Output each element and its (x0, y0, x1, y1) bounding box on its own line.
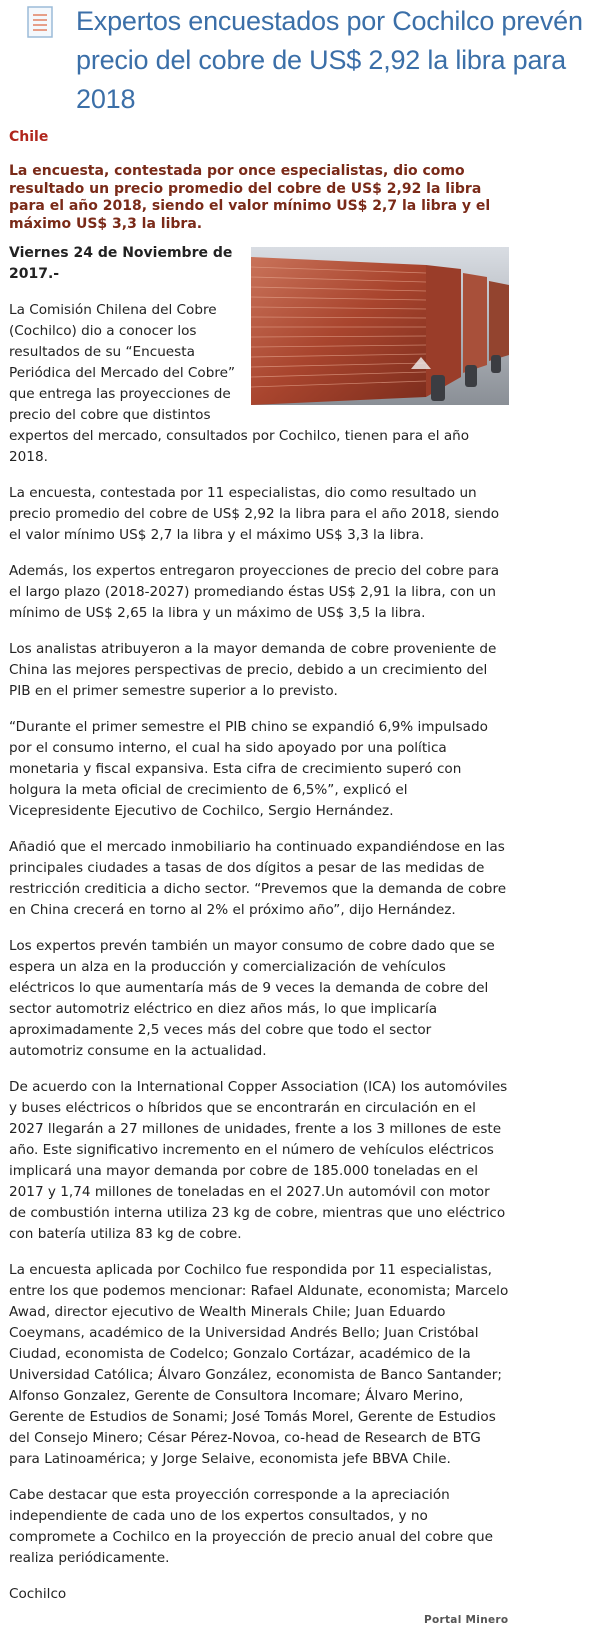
paragraph: Añadió que el mercado inmobiliario ha continuado expandiéndose en las principales ciudades a tasas de dos dígitos a pesar de las medidas de restricción crediticia a dicho sector. “Prevemos que la demanda de cobre en China crecerá en torno al 2% el próximo año”, dijo Hernández. (9, 839, 507, 918)
paragraph: Cabe destacar que esta proyección corresponde a la apreciación independiente de cada uno de los expertos consultados, y no compromete a Cochilco en la proyección de precio anual del cobre que realiza periódicamente. (9, 1487, 494, 1566)
paragraph: Además, los expertos entregaron proyecciones de precio del cobre para el largo plazo (2018-2027) promediando éstas US$ 2,91 la libra, con un mínimo de US$ 2,65 la libra y un máximo de US$ 3,5 la libra. (9, 563, 500, 621)
paragraph: Los analistas atribuyeron a la mayor demanda de cobre proveniente de China las mejores perspectivas de precio, debido a un crecimiento del PIB en el primer semestre superior a lo previsto. (9, 641, 497, 699)
article-lead: La encuesta, contestada por once especialistas, dio como resultado un precio promedio del cobre de US$ 2,92 la libra para el año 2018, siendo el valor mínimo US$ 2,7 la libra y el máximo US$ 3,3 la libra. (9, 163, 491, 232)
signature: Cochilco (9, 1586, 67, 1602)
paragraph: “Durante el primer semestre el PIB chino se expandió 6,9% impulsado por el consumo interno, el cual ha sido apoyado por una política monetaria y fiscal expansiva. Esta cifra de crecimiento superó con holgura la meta oficial de crecimiento de 6,5%”, explicó el Vicepresidente Ejecutivo de Cochilco, Sergio Hernández. (9, 719, 488, 819)
article-header (0, 0, 605, 120)
section-label: Chile (9, 129, 49, 145)
paragraph: La encuesta, contestada por 11 especialistas, dio como resultado un precio promedio del cobre de US$ 2,92 la libra para el año 2018, siendo el valor mínimo US$ 2,7 la libra y el máximo US$ 3,3 la libra. (9, 485, 500, 543)
article-date: Viernes 24 de Noviembre de 2017.- (9, 245, 233, 282)
paragraph: De acuerdo con la International Copper Association (ICA) los automóviles y buses eléctricos o híbridos que se encontrarán en circulación en el 2027 llegarán a 27 millones de unidades, frente a los 3 millones de este año. Este significativo incremento en el número de vehículos eléctricos implicará una mayor demanda por cobre de 185.000 toneladas en el 2017 y 1,74 millones de toneladas en el 2027.Un automóvil con motor de combustión interna utiliza 23 kg de cobre, mientras que uno eléctrico con batería utiliza 83 kg de cobre. (9, 1079, 508, 1242)
article-body (9, 243, 509, 1620)
copper-cathodes-photo (251, 247, 509, 405)
paragraph: La encuesta aplicada por Cochilco fue respondida por 11 especialistas, entre los que podemos mencionar: Rafael Aldunate, economista; Marcelo Awad, director ejecutivo de Wealth Minerals Chile; Juan Eduardo Coeymans, académico de la Universidad Andrés Bello; Juan Cristóbal Ciudad, economista de Codelco; Gonzalo Cortázar, académico de la Universidad Católica; Álvaro González, economista de Banco Santander; Alfonso Gonzalez, Gerente de Consultora Incomare; Álvaro Merino, Gerente de Estudios de Sonami; José Tomás Morel, Gerente de Estudios del Consejo Minero; César Pérez-Novoa, co-head de Research de BTG para Latinoamérica; y Jorge Selaive, economista jefe BBVA Chile. (9, 1262, 509, 1467)
source-credit: Portal Minero (424, 1614, 509, 1626)
article-title: Expertos encuestados por Cochilco prevén precio del cobre de US$ 2,92 la libra para 2018 (76, 6, 583, 114)
paragraph: La Comisión Chilena del Cobre (Cochilco) dio a conocer los resultados de su “Encuesta Periódica del Mercado del Cobre” que entrega las proyecciones de precio del cobre que distintos expertos del mercado, consultados por Cochilco, tienen para el año 2018. (9, 302, 470, 465)
document-icon (27, 6, 53, 38)
paragraph: Los expertos prevén también un mayor consumo de cobre dado que se espera un alza en la producción y comercialización de vehículos eléctricos lo que aumentaría más de 9 veces la demanda de cobre del sector automotriz eléctrico en diez años más, lo que implicaría aproximadamente 2,5 veces más del cobre que todo el sector automotriz consume en la actualidad. (9, 938, 495, 1059)
